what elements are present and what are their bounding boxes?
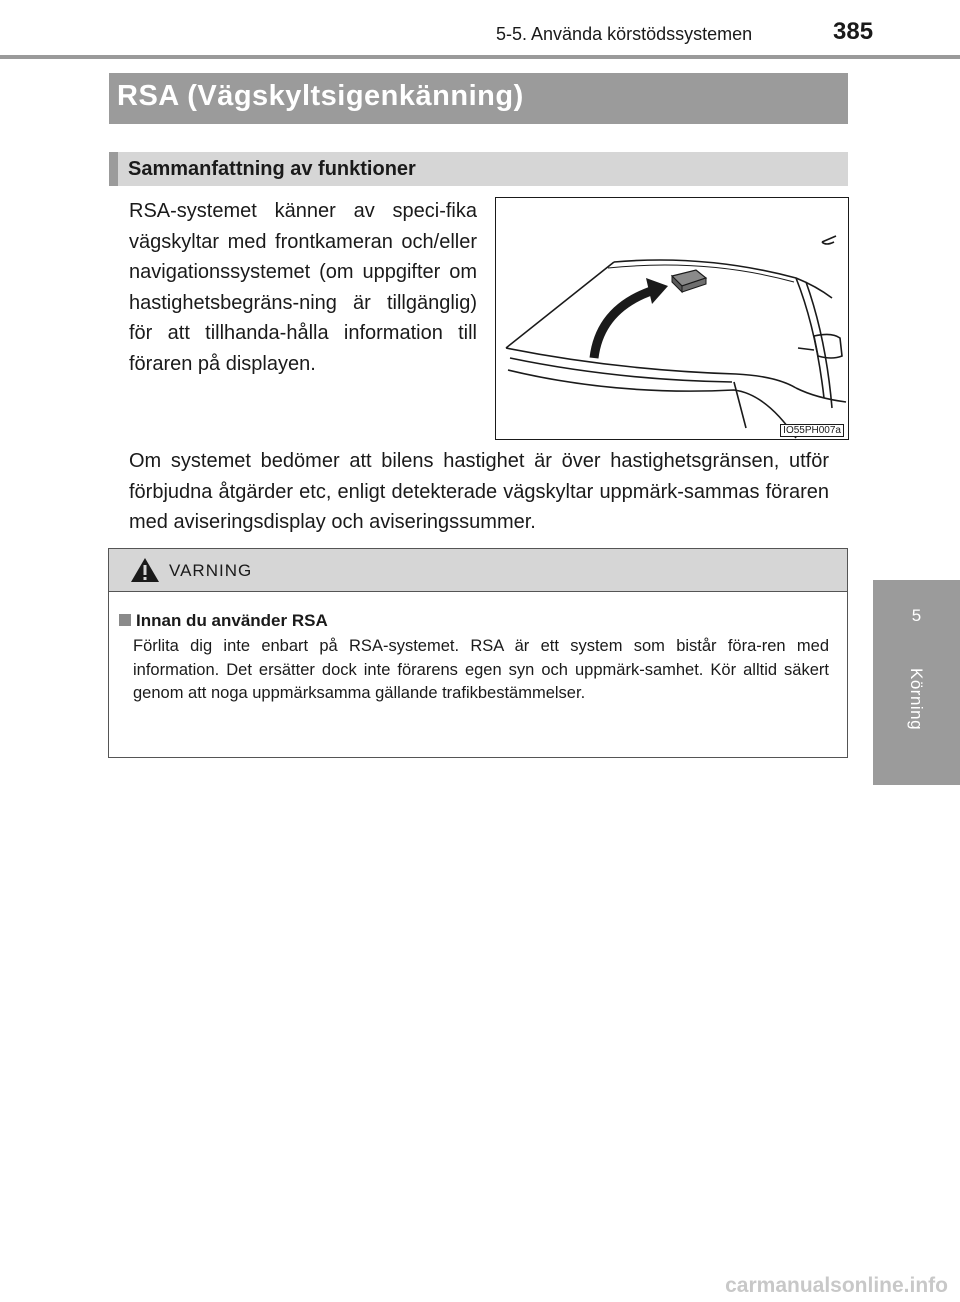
pointer-arrow-shaft xyxy=(594,290,654,358)
warning-subheading xyxy=(119,611,328,631)
warning-text: Förlita dig inte enbart på RSA-systemet. RSA är ett system som bistår föra-ren med information. Det ersätter dock inte förarens egen syn och uppmärk-samhet. Kör alltid säkert genom att noga uppmärksamma gällande trafikbestämmelser. xyxy=(133,637,829,702)
chapter-number: 5 xyxy=(911,606,922,625)
subsection-accent xyxy=(109,152,118,186)
warning-triangle-icon xyxy=(130,557,160,583)
figure-code: IO55PH007a xyxy=(780,424,844,437)
chapter-label: Körning xyxy=(907,668,926,731)
header-section-title: 5-5. Använda körstödssystemen xyxy=(496,24,753,44)
intro-paragraph: RSA-systemet känner av speci-fika vägskyltar med frontkameran och/eller navigationssystemet (om uppgifter om hastighetsbegräns-ning är tillgänglig) för att tillhanda-hålla information till föraren på displayen. xyxy=(129,200,477,375)
square-bullet-icon xyxy=(119,614,131,626)
section-title: RSA (Vägskyltsigenkänning) xyxy=(117,80,524,112)
chapter-number-box xyxy=(873,580,960,657)
page-number: 385 xyxy=(833,18,874,45)
warning-box xyxy=(108,548,848,758)
warning-subheading-text: Innan du använder RSA xyxy=(136,611,328,630)
warning-header xyxy=(109,549,847,592)
front-camera-unit xyxy=(672,270,706,292)
pointer-arrow-head xyxy=(646,278,668,304)
body-paragraph: Om systemet bedömer att bilens hastighet är över hastighetsgränsen, utför förbjudna åtgärder etc, enligt detekterade vägskyltar uppmärk-sammas föraren med aviseringsdisplay och aviseringssummer. xyxy=(129,450,829,534)
watermark: carmanualsonline.info xyxy=(725,1274,948,1297)
subsection-title: Sammanfattning av funktioner xyxy=(128,158,416,180)
warning-title: VARNING xyxy=(169,561,253,580)
header-divider xyxy=(0,55,960,59)
car-windshield-drawing xyxy=(496,198,848,439)
windshield-camera-illustration xyxy=(495,197,849,440)
